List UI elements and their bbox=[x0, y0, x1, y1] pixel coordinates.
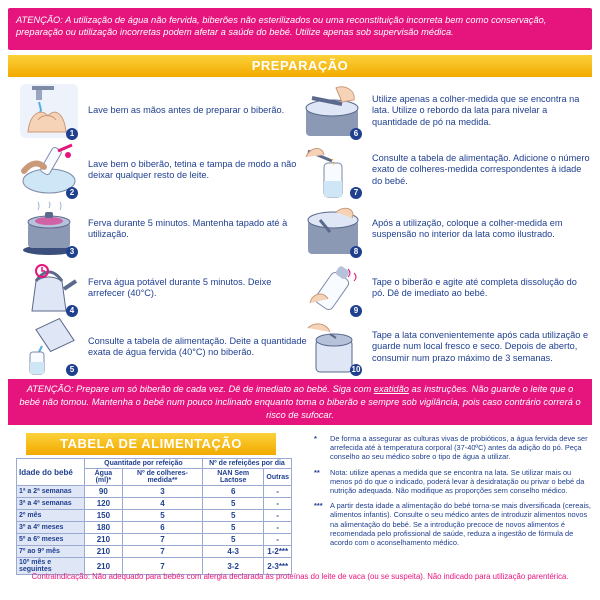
cell-nan: 5 bbox=[202, 510, 263, 522]
step-number: 6 bbox=[350, 128, 362, 140]
cell-other: - bbox=[264, 486, 292, 498]
feeding-table bbox=[16, 458, 292, 575]
step-text: Ferva durante 5 minutos. Mantenha tapado até à utilização. bbox=[88, 217, 288, 239]
cell-age: 10º mês e seguintes bbox=[17, 558, 85, 575]
step-text: Lave bem as mãos antes de preparar o biberão. bbox=[88, 105, 285, 116]
step-text: Consulte a tabela de alimentação. Adicione o número exato de colheres-medida correspondentes à idade do bebé. bbox=[372, 152, 590, 186]
step-number: 2 bbox=[66, 187, 78, 199]
table-row bbox=[17, 546, 292, 558]
step-text: Ferva água potável durante 5 minutos. Deixe arrefecer (40°C). bbox=[88, 276, 272, 298]
cell-water: 90 bbox=[84, 486, 122, 498]
step-number: 7 bbox=[350, 187, 362, 199]
step-text: Consulte a tabela de alimentação. Deite a quantidade exata de água fervida (40°C) no biberão. bbox=[88, 335, 307, 357]
cell-water: 120 bbox=[84, 498, 122, 510]
footnote-mark: * bbox=[314, 434, 317, 443]
table-title: TABELA DE ALIMENTAÇÃO bbox=[60, 436, 242, 451]
step-9 bbox=[302, 259, 592, 321]
cell-scoops: 3 bbox=[122, 486, 202, 498]
cell-scoops: 7 bbox=[122, 546, 202, 558]
cell-scoops: 7 bbox=[122, 534, 202, 546]
footnote-text: A partir desta idade a alimentação do bebé torna-se mais diversificada (cereais, alimentos infantis). Consulte o seu médico antes de introduzir alimentos novos na alimentação do bebé. Se a introdução precoce de novos alimentos é recomendada pelo profissional de saúde, reduza a ingestão de fórmula de acordo com o aconselhamento médico. bbox=[330, 501, 591, 548]
scoop-storage-icon bbox=[302, 200, 364, 258]
step-2 bbox=[18, 141, 308, 203]
hand-washing-icon bbox=[18, 82, 80, 140]
step-6 bbox=[302, 82, 592, 144]
cell-other: - bbox=[264, 534, 292, 546]
step-number: 4 bbox=[66, 305, 78, 317]
cell-water: 150 bbox=[84, 510, 122, 522]
step-text: Tape a lata convenientemente após cada utilização e guarde num local fresco e seco. Depois de aberto, consumir num prazo máximo de 3 semanas. bbox=[372, 329, 589, 363]
cell-nan: 5 bbox=[202, 534, 263, 546]
footnote-text: De forma a assegurar as culturas vivas de probióticos, a água fervida deve ser arrefecida até à temperatura corporal (37-40ºC) antes da adição do pó. Peça conselho ao seu médico sobre o tipo de água a utilizar. bbox=[330, 434, 588, 462]
warning-mid-part2: as instruções. Não guarde o leite que o bebé não tomou. Mantenha o bebé num pouco inclinado enquanto toma o biberão e sempre sob vigilância, pois caso contrário correrá o risco de sufocar. bbox=[19, 384, 581, 420]
step-1 bbox=[18, 82, 308, 144]
col-water-header: Água (ml)* bbox=[84, 469, 122, 486]
footnote bbox=[314, 501, 592, 547]
cell-water: 180 bbox=[84, 522, 122, 534]
col-age-header: Idade do bebé bbox=[17, 459, 85, 486]
adding-powder-icon bbox=[302, 141, 364, 199]
bottle-cleaning-icon bbox=[18, 141, 80, 199]
preparation-title: PREPARAÇÃO bbox=[251, 58, 349, 73]
footnote bbox=[314, 434, 592, 462]
cell-nan: 6 bbox=[202, 486, 263, 498]
step-8 bbox=[302, 200, 592, 262]
boiling-pot-icon bbox=[18, 200, 80, 258]
cell-age: 2º mês bbox=[17, 510, 85, 522]
step-number: 9 bbox=[350, 305, 362, 317]
kettle-icon bbox=[18, 259, 80, 317]
shaking-bottle-icon bbox=[302, 259, 364, 317]
step-3 bbox=[18, 200, 308, 262]
cell-age: 7º ao 9º mês bbox=[17, 546, 85, 558]
step-number: 10 bbox=[351, 365, 361, 374]
step-text: Após a utilização, coloque a colher-medida em suspensão no interior da lata como ilustrado. bbox=[372, 217, 563, 239]
footnote bbox=[314, 468, 592, 496]
step-7 bbox=[302, 141, 592, 203]
step-number: 1 bbox=[66, 128, 78, 140]
closing-can-icon bbox=[302, 318, 364, 376]
footnotes bbox=[314, 434, 592, 553]
warning-mid-part1: ATENÇÃO: Prepare um só biberão de cada vez. Dê de imediato ao bebé. Siga com bbox=[26, 384, 374, 394]
table-row bbox=[17, 534, 292, 546]
cell-other: 2-3*** bbox=[264, 558, 292, 575]
col-nan-header: NAN Sem Lactose bbox=[202, 469, 263, 486]
table-row bbox=[17, 522, 292, 534]
cell-age: 3º a 4º meses bbox=[17, 522, 85, 534]
cell-scoops: 6 bbox=[122, 522, 202, 534]
footnote-mark: *** bbox=[314, 501, 323, 511]
cell-nan: 5 bbox=[202, 498, 263, 510]
step-10 bbox=[302, 318, 592, 380]
col-scoops-header: Nº de colheres-medida** bbox=[122, 469, 202, 486]
contraindication: Contraindicação: Não adequado para bebés com alergia declarada às proteínas do leite de vaca (ou se suspeita). Não indicado para utilização parentérica. bbox=[31, 572, 569, 581]
scoop-leveling-icon bbox=[302, 82, 364, 140]
step-text: Tape o biberão e agite até completa dissolução do pó. Dê de imediato ao bebé. bbox=[372, 276, 577, 298]
warning-mid bbox=[8, 379, 592, 425]
step-4 bbox=[18, 259, 308, 321]
cell-nan: 4-3 bbox=[202, 546, 263, 558]
cell-age: 3ª a 4ª semanas bbox=[17, 498, 85, 510]
cell-scoops: 4 bbox=[122, 498, 202, 510]
cell-water: 210 bbox=[84, 558, 122, 575]
cell-nan: 3-2 bbox=[202, 558, 263, 575]
cell-nan: 5 bbox=[202, 522, 263, 534]
warning-mid-underlined: exatidão bbox=[373, 384, 409, 394]
group-meals-header: Nº de refeições por dia bbox=[202, 459, 291, 469]
pouring-water-icon bbox=[18, 318, 80, 376]
step-text: Lave bem o biberão, tetina e tampa de modo a não deixar qualquer resto de leite. bbox=[88, 158, 297, 180]
footnote-text: Nota: utilize apenas a medida que se encontra na lata. Se utilizar mais ou menos pó do que o indicado, poderá levar à desidratação ou privar o bebé da nutrição adequada. Não modifique as proporções sem conselho médico. bbox=[330, 467, 585, 496]
table-row bbox=[17, 498, 292, 510]
cell-age: 5º a 6º meses bbox=[17, 534, 85, 546]
footnote-mark: ** bbox=[314, 467, 320, 477]
step-5 bbox=[18, 318, 308, 380]
step-text: Utilize apenas a colher-medida que se encontra na lata. Utilize o rebordo da lata para nivelar a quantidade de pó na medida. bbox=[372, 93, 580, 127]
table-banner bbox=[26, 433, 276, 455]
cell-other: - bbox=[264, 510, 292, 522]
cell-scoops: 7 bbox=[122, 558, 202, 575]
group-qty-header: Quantitade por refeição bbox=[84, 459, 202, 469]
cell-other: 1-2*** bbox=[264, 546, 292, 558]
cell-water: 210 bbox=[84, 534, 122, 546]
table-row bbox=[17, 510, 292, 522]
step-number: 3 bbox=[66, 246, 78, 258]
cell-scoops: 5 bbox=[122, 510, 202, 522]
warning-top: ATENÇÃO: A utilização de água não fervida, biberões não esterilizados ou uma reconstituição incorreta bem como conservação, preparação ou utilização incorretas podem afetar a saúde do bebé. Utilize apenas sob supervisão médica. bbox=[8, 8, 592, 50]
preparation-banner bbox=[8, 55, 592, 77]
table-row bbox=[17, 486, 292, 498]
step-number: 5 bbox=[66, 364, 78, 376]
cell-other: - bbox=[264, 498, 292, 510]
cell-other: - bbox=[264, 522, 292, 534]
cell-age: 1ª a 2ª semanas bbox=[17, 486, 85, 498]
step-number: 8 bbox=[350, 246, 362, 258]
cell-water: 210 bbox=[84, 546, 122, 558]
col-other-header: Outras bbox=[264, 469, 292, 486]
